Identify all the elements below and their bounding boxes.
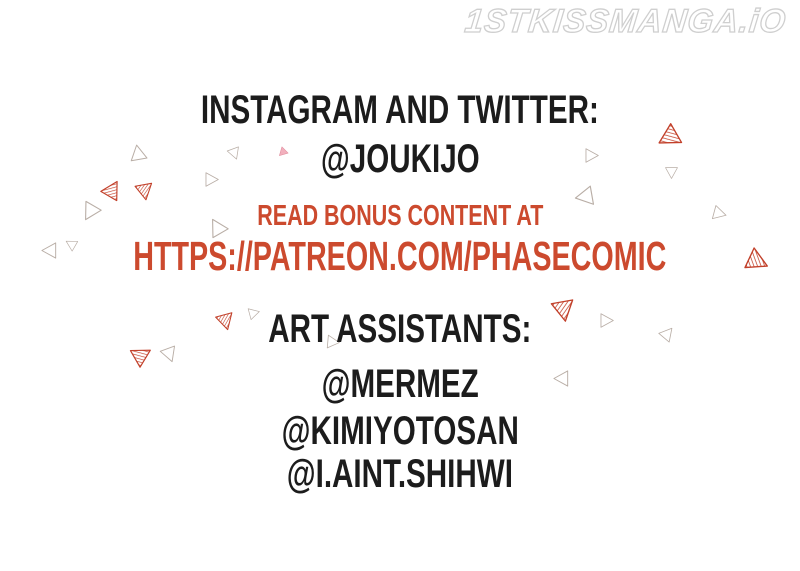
assistant-handle — [0, 454, 800, 494]
site-watermark: 1STKISSMANGA.iO — [462, 2, 788, 39]
patreon-url — [0, 233, 800, 279]
bonus-content-heading — [0, 202, 800, 231]
socials-handle — [0, 139, 800, 179]
bonus-content-text: READ BONUS CONTENT AT — [256, 200, 544, 232]
assistant-handle-text: @MERMEZ — [321, 362, 479, 406]
assistants-heading-text: ART ASSISTANTS: — [268, 307, 532, 351]
assistant-handle — [0, 364, 800, 404]
socials-heading — [0, 90, 800, 130]
socials-heading-text: INSTAGRAM AND TWITTER: — [201, 88, 599, 132]
assistants-heading — [0, 309, 800, 349]
assistant-handle-text: @I.AINT.SHIHWI — [286, 452, 514, 496]
socials-handle-text: @JOUKIJO — [320, 137, 480, 181]
assistant-handle-text: @KIMIYOTOSAN — [281, 409, 519, 453]
patreon-url-text: HTTPS://PATREON.COM/PHASECOMIC — [133, 233, 667, 279]
assistant-handle — [0, 411, 800, 451]
triangle-doodle — [132, 179, 156, 203]
